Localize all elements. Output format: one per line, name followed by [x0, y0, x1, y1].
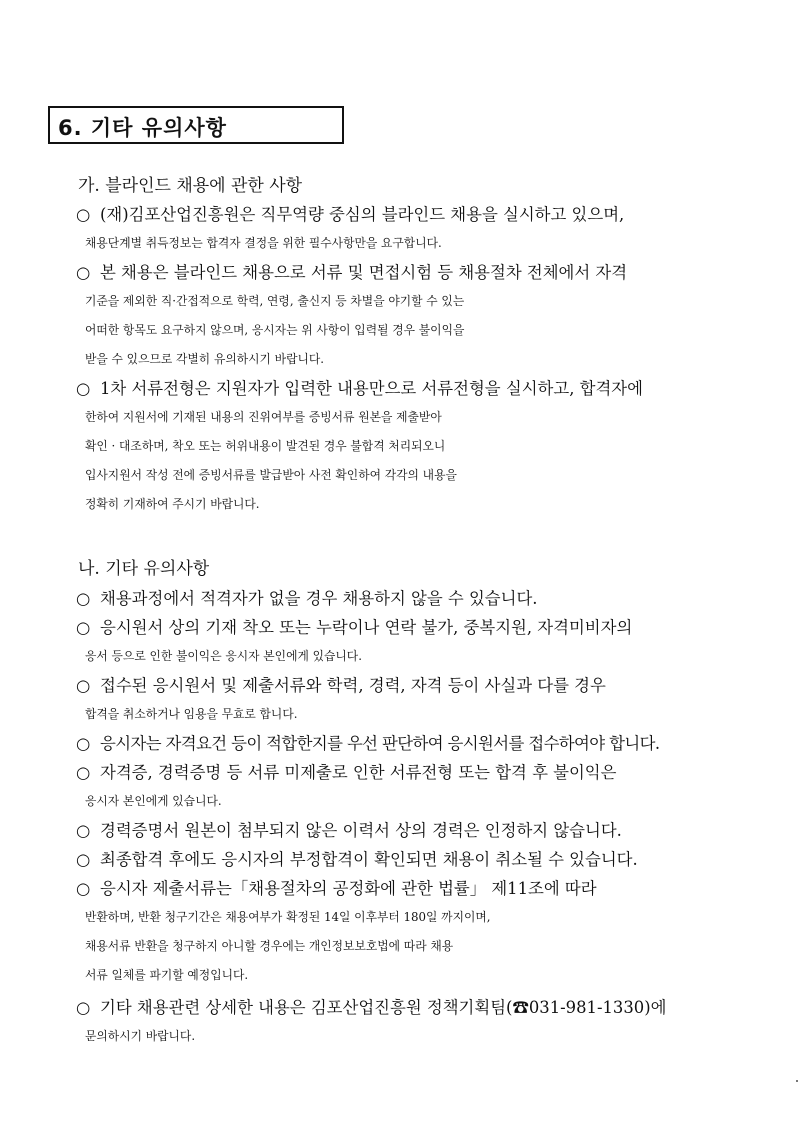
bullet-circle-icon: ○ [76, 763, 91, 782]
item-text: 정확히 기재하여 주시기 바랍니다. [85, 497, 260, 511]
item-text: 최종합격 후에도 응시자의 부정합격이 확인되면 채용이 취소될 수 있습니다. [100, 850, 638, 869]
item-text: 자격증, 경력증명 등 서류 미제출로 인한 서류전형 또는 합격 후 불이익은 [100, 763, 617, 782]
list-item [76, 845, 740, 874]
list-item [76, 374, 740, 519]
subsection-a-heading: 가. 블라인드 채용에 관한 사항 [78, 176, 303, 196]
list-item [76, 816, 740, 845]
list-item [76, 993, 740, 1051]
item-text: 응시자는 자격요건 등이 적합한지를 우선 판단하여 응시원서를 접수하여야 합니다. [100, 734, 660, 753]
bullet-circle-icon: ○ [76, 379, 91, 398]
bullet-circle-icon: ○ [76, 821, 91, 840]
bullet-circle-icon: ○ [76, 734, 90, 753]
item-text: 반환하며, 반환 청구기간은 채용여부가 확정된 14일 이후부터 180일 까지이며, [85, 910, 491, 924]
item-text: 문의하시기 바랍니다. [85, 1029, 196, 1043]
bullet-circle-icon: ○ [76, 205, 91, 224]
item-text: 응시자 제출서류는「채용절차의 공정화에 관한 법률」 제11조에 따라 [100, 879, 597, 898]
item-text: 채용과정에서 적격자가 없을 경우 채용하지 않을 수 있습니다. [100, 589, 538, 608]
bullet-circle-icon: ○ [76, 850, 91, 869]
list-item [76, 758, 740, 816]
item-text: 어떠한 항목도 요구하지 않으며, 응시자는 위 사항이 입력될 경우 불이익을 [85, 323, 465, 337]
item-text: 본 채용은 블라인드 채용으로 서류 및 면접시험 등 채용절차 전체에서 자격 [100, 263, 628, 282]
list-item [76, 613, 740, 671]
item-text: 채용단계별 취득정보는 합격자 결정을 위한 필수사항만을 요구합니다. [85, 236, 442, 250]
item-text: 응시원서 상의 기재 착오 또는 누락이나 연락 불가, 중복지원, 자격미비자의 [100, 618, 633, 637]
list-item [76, 874, 740, 990]
bullet-circle-icon: ○ [76, 998, 91, 1017]
item-text: 받을 수 있으므로 각별히 유의하시기 바랍니다. [85, 352, 325, 366]
item-text: 서류 일체를 파기할 예정입니다. [85, 968, 249, 982]
bullet-circle-icon: ○ [76, 263, 91, 282]
item-text: (재)김포산업진흥원은 직무역량 중심의 블라인드 채용을 실시하고 있으며, [100, 205, 625, 224]
item-text: 경력증명서 원본이 첨부되지 않은 이력서 상의 경력은 인정하지 않습니다. [100, 821, 622, 840]
section-title: 6. 기타 유의사항 [58, 116, 227, 140]
bullet-circle-icon: ○ [76, 589, 91, 608]
list-item [76, 258, 740, 374]
list-item [76, 584, 740, 613]
item-text: 응서 등으로 인한 불이익은 응시자 본인에게 있습니다. [85, 649, 362, 663]
item-text: 응시자 본인에게 있습니다. [85, 794, 222, 808]
item-text: 입사지원서 작성 전에 증빙서류를 발급받아 사전 확인하여 각각의 내용을 [85, 468, 457, 482]
scan-speck [796, 1080, 798, 1082]
item-text: 합격을 취소하거나 임용을 무효로 합니다. [85, 707, 298, 721]
item-text: 확인 · 대조하며, 착오 또는 허위내용이 발견된 경우 불합격 처리되오니 [85, 439, 446, 453]
list-item [76, 200, 740, 258]
list-item [76, 729, 740, 758]
item-text: 1차 서류전형은 지원자가 입력한 내용만으로 서류전형을 실시하고, 합격자에 [100, 379, 643, 398]
bullet-circle-icon: ○ [76, 676, 91, 695]
bullet-circle-icon: ○ [76, 879, 91, 898]
item-text: 채용서류 반환을 청구하지 아니할 경우에는 개인정보보호법에 따라 채용 [85, 939, 454, 953]
item-text: 한하여 지원서에 기재된 내용의 진위여부를 증빙서류 원본을 제출받아 [85, 410, 442, 424]
bullet-circle-icon: ○ [76, 618, 91, 637]
item-text: 접수된 응시원서 및 제출서류와 학력, 경력, 자격 등이 사실과 다를 경우 [100, 676, 606, 695]
item-text: 기준을 제외한 직·간접적으로 학력, 연령, 출신지 등 차별을 야기할 수 있는 [85, 294, 465, 308]
subsection-b-heading: 나. 기타 유의사항 [78, 559, 210, 579]
item-text: 기타 채용관련 상세한 내용은 김포산업진흥원 정책기획팀(☎031-981-1330)에 [100, 998, 667, 1017]
list-item [76, 671, 740, 729]
